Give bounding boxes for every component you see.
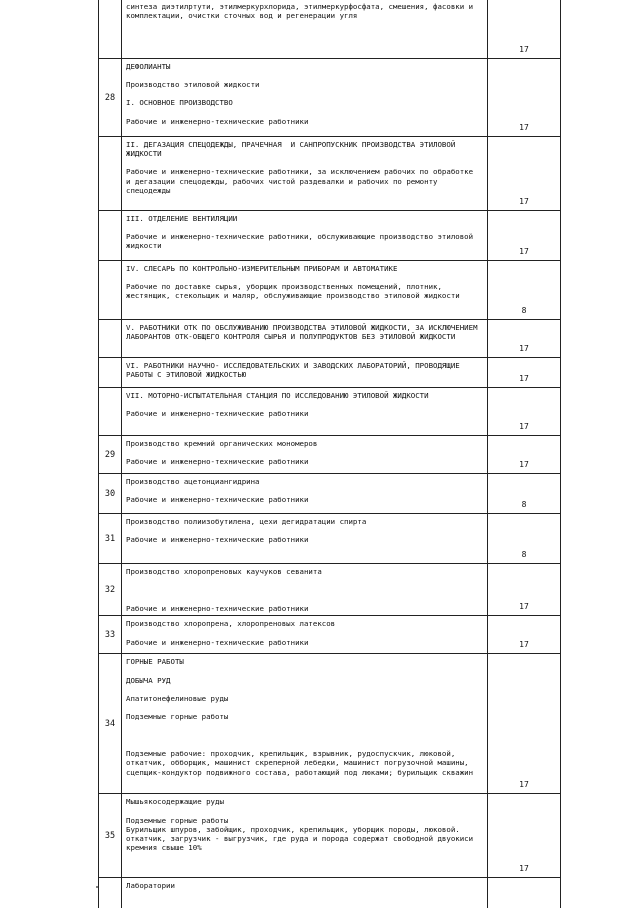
table-row — [99, 211, 561, 261]
row-description — [122, 59, 488, 137]
description-paragraph: Рабочие и инженерно-технические работники, за исключением рабочих по обработке и дегазации спецодежды, рабочих чистой раздевалки и рабочих по ремонту спецодежды — [126, 167, 478, 195]
row-value: 17 — [488, 564, 561, 616]
description-paragraph: Рабочие и инженерно-технические работники — [126, 604, 309, 614]
row-number — [99, 320, 122, 358]
row-description — [122, 388, 488, 436]
row-description — [122, 794, 488, 878]
description-paragraph: Производство хлоропрена, хлоропреновых латексов — [126, 619, 336, 629]
description-paragraph: V. РАБОТНИКИ ОТК ПО ОБСЛУЖИВАНИЮ ПРОИЗВОДСТВА ЭТИЛОВОЙ ЖИДКОСТИ, ЗА ИСКЛЮЧЕНИЕМ ЛАБОРАНТОВ ОТК-ОБЩЕГО КОНТРОЛЯ СЫРЬЯ И ПОЛУПРОДУКТОВ БЕЗ ЭТИЛОВОЙ ЖИДКОСТИ — [126, 323, 482, 342]
table-row — [99, 59, 561, 137]
description-paragraph: Рабочие и инженерно-технические работники — [126, 409, 309, 419]
table-row — [99, 358, 561, 388]
description-paragraph: Рабочие и инженерно-технические работники — [126, 495, 309, 505]
table-row — [99, 0, 561, 59]
description-paragraph: Производство кремний органических мономеров — [126, 439, 318, 448]
table-row — [99, 320, 561, 358]
description-paragraph: ДОБЫЧА РУД — [126, 675, 171, 685]
row-number — [99, 878, 122, 908]
scan-speck — [96, 886, 98, 888]
row-value — [488, 878, 561, 908]
description-paragraph: VII. МОТОРНО-ИСПЫТАТЕЛЬНАЯ СТАНЦИЯ ПО ИССЛЕДОВАНИЮ ЭТИЛОВОЙ ЖИДКОСТИ — [126, 391, 429, 400]
description-paragraph: IV. СЛЕСАРЬ ПО КОНТРОЛЬНО-ИЗМЕРИТЕЛЬНЫМ ПРИБОРАМ И АВТОМАТИКЕ — [126, 264, 398, 273]
row-number — [99, 137, 122, 211]
row-number — [99, 211, 122, 261]
row-number: 31 — [99, 514, 122, 564]
description-paragraph: Рабочие и инженерно-технические работники — [126, 116, 309, 126]
description-paragraph: Производство хлоропреновых каучуков севанита — [126, 567, 322, 576]
table-row — [99, 616, 561, 654]
row-number — [99, 0, 122, 59]
description-paragraph: синтеза диэтилртути, этилмеркурхлорида, этилмеркурфосфата, смешения, фасовки и комплектации, очистки сточных вод и регенерации угля — [126, 2, 478, 21]
description-paragraph: Производство полиизобутилена, цехи дегидратации спирта — [126, 517, 367, 526]
row-description — [122, 137, 488, 211]
row-description — [122, 320, 488, 358]
row-value: 8 — [488, 261, 561, 320]
description-paragraph: II. ДЕГАЗАЦИЯ СПЕЦОДЕЖДЫ, ПРАЧЕЧНАЯ И САНПРОПУСКНИК ПРОИЗВОДСТВА ЭТИЛОВОЙ ЖИДКОСТИ — [126, 140, 460, 159]
row-number: 33 — [99, 616, 122, 654]
row-description — [122, 564, 488, 616]
row-number: 34 — [99, 654, 122, 794]
row-number: 28 — [99, 59, 122, 137]
description-paragraph: Мышьякосодержащие руды — [126, 797, 224, 807]
description-paragraph — [126, 730, 481, 740]
row-description — [122, 358, 488, 388]
row-number — [99, 358, 122, 388]
description-paragraph: ДЕФОЛИАНТЫ — [126, 62, 171, 71]
description-paragraph: Рабочие и инженерно-технические работники — [126, 637, 309, 647]
description-paragraph: Рабочие и инженерно-технические работники — [126, 535, 309, 545]
row-number — [99, 388, 122, 436]
row-number: 32 — [99, 564, 122, 616]
description-paragraph: Рабочие и инженерно-технические работники, обслуживающие производство этиловой жидкости — [126, 232, 478, 251]
description-paragraph: Производство ацетонциангидрина — [126, 477, 260, 486]
row-description — [122, 878, 488, 908]
table-row — [99, 261, 561, 320]
description-paragraph: Лаборатории — [126, 881, 175, 891]
table-row — [99, 654, 561, 794]
row-value: 17 — [488, 59, 561, 137]
description-paragraph: III. ОТДЕЛЕНИЕ ВЕНТИЛЯЦИИ — [126, 214, 238, 223]
description-paragraph: Производство этиловой жидкости — [126, 80, 260, 90]
table-row — [99, 388, 561, 436]
row-value: 17 — [488, 320, 561, 358]
description-paragraph: ГОРНЫЕ РАБОТЫ — [126, 657, 184, 667]
row-description — [122, 436, 488, 474]
row-number — [99, 261, 122, 320]
row-value: 17 — [488, 654, 561, 794]
table-row — [99, 794, 561, 878]
table-row — [99, 137, 561, 211]
row-description — [122, 654, 488, 794]
row-value: 17 — [488, 616, 561, 654]
row-value: 17 — [488, 388, 561, 436]
row-number: 30 — [99, 474, 122, 514]
row-value: 8 — [488, 474, 561, 514]
row-description — [122, 211, 488, 261]
row-number: 29 — [99, 436, 122, 474]
row-value: 17 — [488, 137, 561, 211]
row-description — [122, 616, 488, 654]
description-paragraph: Подземные горные работы Бурильщик шпуров, забойщик, проходчик, крепильщик, уборщик породы, люковой. откатчик, загрузчик - выгрузчик, где руда и порода содержат свободной двуокиси кремния свыше 10% — [126, 815, 474, 853]
row-description — [122, 514, 488, 564]
table-row — [99, 474, 561, 514]
description-paragraph: I. ОСНОВНОЕ ПРОИЗВОДСТВО — [126, 98, 233, 108]
row-number: 35 — [99, 794, 122, 878]
description-paragraph: Апатитонефелиновые руды — [126, 693, 229, 703]
description-paragraph — [126, 585, 481, 595]
row-description — [122, 261, 488, 320]
table-row — [99, 564, 561, 616]
table-body — [99, 0, 561, 908]
table-row — [99, 514, 561, 564]
table-row — [99, 878, 561, 908]
row-value: 17 — [488, 211, 561, 261]
table-row — [99, 436, 561, 474]
row-description — [122, 0, 488, 59]
row-description — [122, 474, 488, 514]
hazard-table — [98, 0, 561, 908]
description-paragraph: VI. РАБОТНИКИ НАУЧНО- ИССЛЕДОВАТЕЛЬСКИХ И ЗАВОДСКИХ ЛАБОРАТОРИЙ, ПРОВОДЯЩИЕ РАБОТЫ С ЭТИЛОВОЙ ЖИДКОСТЬЮ — [126, 361, 465, 380]
description-paragraph: Подземные рабочие: проходчик, крепильщик, взрывник, рудоспускчик, люковой, откатчик, обборщик, машинист скреперной лебедки, машинист погрузочной машины, сцепщик-кондуктор подвижного состава, работающий под люками; бурильщик скважин — [126, 749, 474, 777]
description-paragraph: Рабочие по доставке сырья, уборщик производственных помещений, плотник, жестянщик, стекольщик и маляр, обслуживающие производство этиловой жидкости — [126, 282, 460, 301]
row-value: 17 — [488, 0, 561, 59]
row-value: 17 — [488, 358, 561, 388]
row-value: 17 — [488, 436, 561, 474]
description-paragraph: Подземные горные работы — [126, 712, 229, 722]
row-value: 17 — [488, 794, 561, 878]
row-value: 8 — [488, 514, 561, 564]
description-paragraph: Рабочие и инженерно-технические работники — [126, 457, 309, 467]
